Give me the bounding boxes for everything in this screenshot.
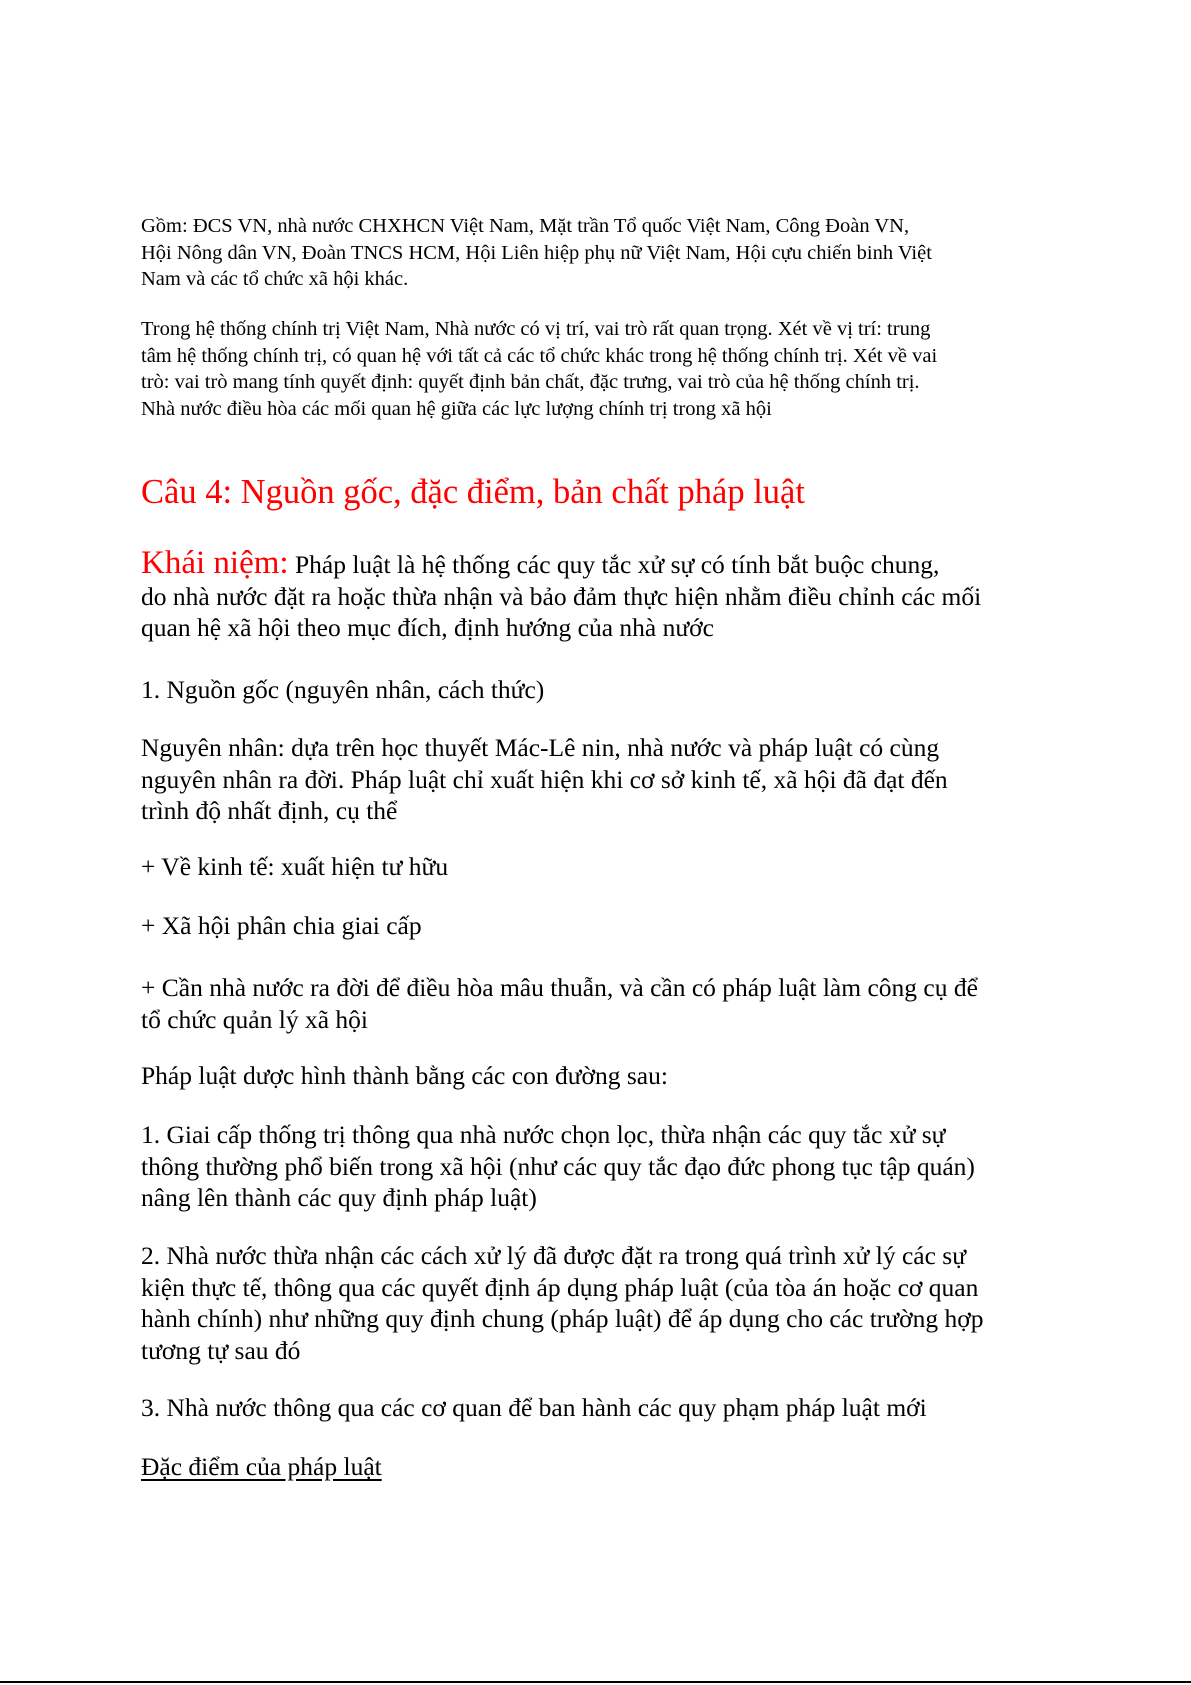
text-line: + Về kinh tế: xuất hiện tư hữu <box>141 852 449 881</box>
text-line: Pháp luật dược hình thành bằng các con đường sau: <box>141 1061 668 1090</box>
bullet-need <box>141 972 978 1035</box>
concept-first-line <box>141 545 981 581</box>
text-line: Trong hệ thống chính trị Việt Nam, Nhà nước có vị trí, vai trò rất quan trọng. Xét về vị trí: trung <box>141 318 931 340</box>
text-line: 1. Nguồn gốc (nguyên nhân, cách thức) <box>141 675 545 704</box>
paragraph-state-role <box>141 316 937 422</box>
text-line: Nguyên nhân: dựa trên học thuyết Mác-Lê nin, nhà nước và pháp luật có cùng <box>141 733 940 762</box>
text-line: Nam và các tổ chức xã hội khác. <box>141 268 409 290</box>
paragraph-law-concept <box>141 545 982 644</box>
text-line: nguyên nhân ra đời. Pháp luật chỉ xuất hiện khi cơ sở kinh tế, xã hội đã đạt đến <box>141 764 948 794</box>
text-line: trình độ nhất định, cụ thể <box>141 796 398 825</box>
paragraph-way-2 <box>141 1240 983 1366</box>
text-line: 2. Nhà nước thừa nhận các cách xử lý đã được đặt ra trong quá trình xử lý các sự <box>141 1241 967 1270</box>
paragraph-cause <box>141 732 948 827</box>
text-line: quan hệ xã hội theo mục đích, định hướng của nhà nước <box>141 613 714 642</box>
text-line: tâm hệ thống chính trị, có quan hệ với tất cả các tổ chức khác trong hệ thống chính trị. Xét về vai <box>141 344 938 367</box>
origin-title <box>141 674 544 706</box>
paragraph-way-1 <box>141 1119 975 1214</box>
text-line: Nhà nước điều hòa các mối quan hệ giữa các lực lượng chính trị trong xã hội <box>141 397 772 420</box>
bullet-economy <box>141 851 448 883</box>
text-line: tương tự sau đó <box>141 1335 301 1365</box>
concept-term: Khái niệm: <box>141 545 289 581</box>
paragraph-way-3 <box>141 1392 927 1424</box>
ways-intro <box>141 1060 668 1092</box>
text-line: Đặc điểm của pháp luật <box>141 1452 382 1481</box>
text-line: Gồm: ĐCS VN, nhà nước CHXHCN Việt Nam, Mặt trần Tổ quốc Việt Nam, Công Đoàn VN, <box>141 215 910 237</box>
text-line: 3. Nhà nước thông qua các cơ quan để ban hành các quy phạm pháp luật mới <box>141 1393 927 1422</box>
text-line: do nhà nước đặt ra hoặc thừa nhận và bảo đảm thực hiện nhằm điều chỉnh các mối <box>141 581 982 611</box>
text-line: kiện thực tế, thông qua các quyết định áp dụng pháp luật (của tòa án hoặc cơ quan <box>141 1272 979 1302</box>
features-title <box>141 1451 382 1483</box>
section-heading: Câu 4: Nguồn gốc, đặc điểm, bản chất pháp luật <box>141 473 805 511</box>
text-line: hành chính) như những quy định chung (pháp luật) để áp dụng cho các trường hợp <box>141 1304 984 1333</box>
text-line: 1. Giai cấp thống trị thông qua nhà nước chọn lọc, thừa nhận các quy tắc xử sự <box>141 1120 946 1149</box>
page-bottom-rule <box>0 1681 1191 1683</box>
text-line: tổ chức quản lý xã hội <box>141 1004 368 1034</box>
paragraph-political-system-members <box>141 213 932 293</box>
bullet-society <box>141 910 422 942</box>
text-line: + Cần nhà nước ra đời để điều hòa mâu thuẫn, và cần có pháp luật làm công cụ để <box>141 973 978 1002</box>
text-line: trò: vai trò mang tính quyết định: quyết định bản chất, đặc trưng, vai trò của hệ thống chính trị. <box>141 371 920 393</box>
text-line: thông thường phổ biến trong xã hội (như các quy tắc đạo đức phong tục tập quán) <box>141 1151 975 1181</box>
text-line: Hội Nông dân VN, Đoàn TNCS HCM, Hội Liên hiệp phụ nữ Việt Nam, Hội cựu chiến binh Việt <box>141 241 932 264</box>
text-line: + Xã hội phân chia giai cấp <box>141 911 422 940</box>
text-line: nâng lên thành các quy định pháp luật) <box>141 1183 537 1212</box>
concept-definition-start: Pháp luật là hệ thống các quy tắc xử sự có tính bắt buộc chung, <box>294 550 940 579</box>
